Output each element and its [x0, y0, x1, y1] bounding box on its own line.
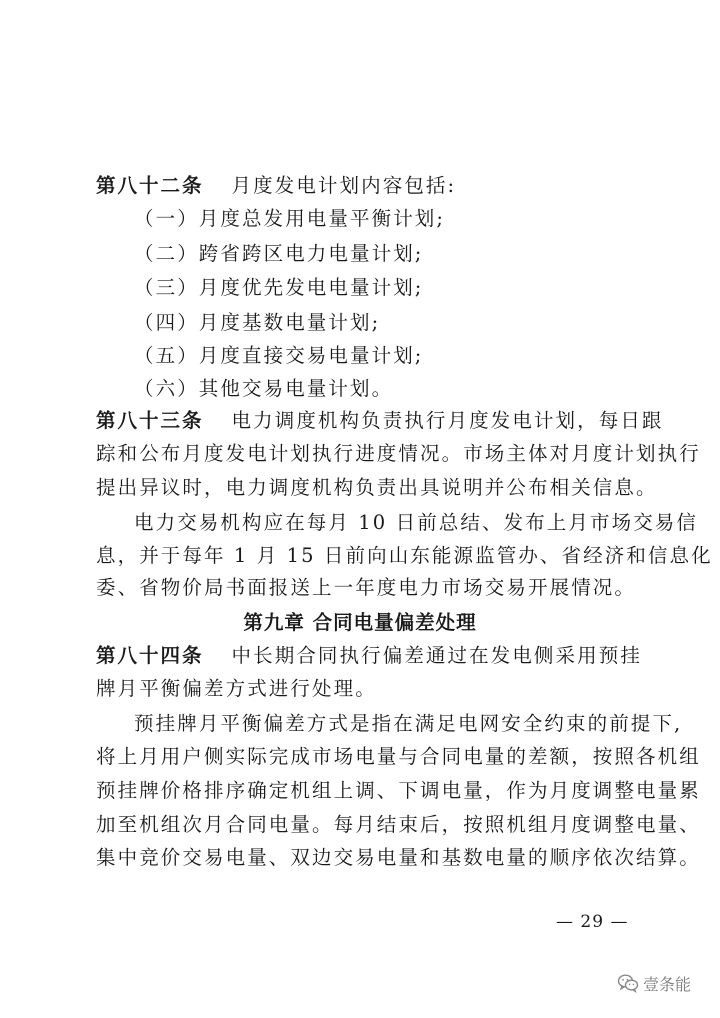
article-82-label: 第八十二条: [96, 174, 204, 197]
list-item: （六）其他交易电量计划。: [134, 377, 394, 400]
text-line: 加至机组次月合同电量。每月结束后，按照机组月度调整电量、: [96, 813, 701, 836]
wechat-icon: [617, 973, 639, 993]
list-item: （三）月度优先发电电量计划;: [134, 276, 424, 299]
text-line: 委、省物价局书面报送上一年度电力市场交易开展情况。: [96, 576, 637, 599]
article-84-label: 第八十四条: [96, 644, 204, 667]
chapter-heading: 第九章 合同电量偏差处理: [243, 611, 477, 634]
watermark-text: 壹条能: [643, 974, 692, 994]
page-number: — 29 —: [556, 912, 629, 932]
list-item: （一）月度总发用电量平衡计划;: [134, 207, 446, 230]
text-line: 踪和公布月度发电计划执行进度情况。市场主体对月度计划执行: [96, 442, 701, 465]
text-line: 将上月用户侧实际完成市场电量与合同电量的差额，按照各机组: [96, 745, 701, 768]
text-line: 预挂牌月平衡偏差方式是指在满足电网安全约束的前提下,: [134, 712, 683, 735]
text-line: 预挂牌价格排序确定机组上调、下调电量，作为月度调整电量累: [96, 779, 701, 802]
text-line: 提出异议时，电力调度机构负责出具说明并公布相关信息。: [96, 476, 658, 499]
article-82-heading: [96, 170, 636, 202]
article-84-text: 中长期合同执行偏差通过在发电侧采用预挂: [231, 644, 642, 667]
text-line: 电力交易机构应在每月 10 日前总结、发布上月市场交易信: [134, 511, 699, 534]
text-line: 集中竞价交易电量、双边交易电量和基数电量的顺序依次结算。: [96, 846, 701, 869]
text-line: 息，并于每年 1 月 15 日前向山东能源监管办、省经济和信息化: [96, 544, 713, 567]
list-item: （四）月度基数电量计划;: [134, 311, 381, 334]
list-item: （二）跨省跨区电力电量计划;: [134, 242, 424, 265]
article-83-label: 第八十三条: [96, 409, 204, 432]
list-item: （五）月度直接交易电量计划;: [134, 344, 424, 367]
text-line: 牌月平衡偏差方式进行处理。: [96, 677, 377, 700]
watermark: [617, 972, 691, 994]
article-83-line-1: [96, 405, 664, 437]
article-84-line-1: [96, 640, 642, 672]
article-83-text: 电力调度机构负责执行月度发电计划，每日跟: [231, 409, 664, 432]
article-82-text: 月度发电计划内容包括:: [231, 174, 457, 197]
